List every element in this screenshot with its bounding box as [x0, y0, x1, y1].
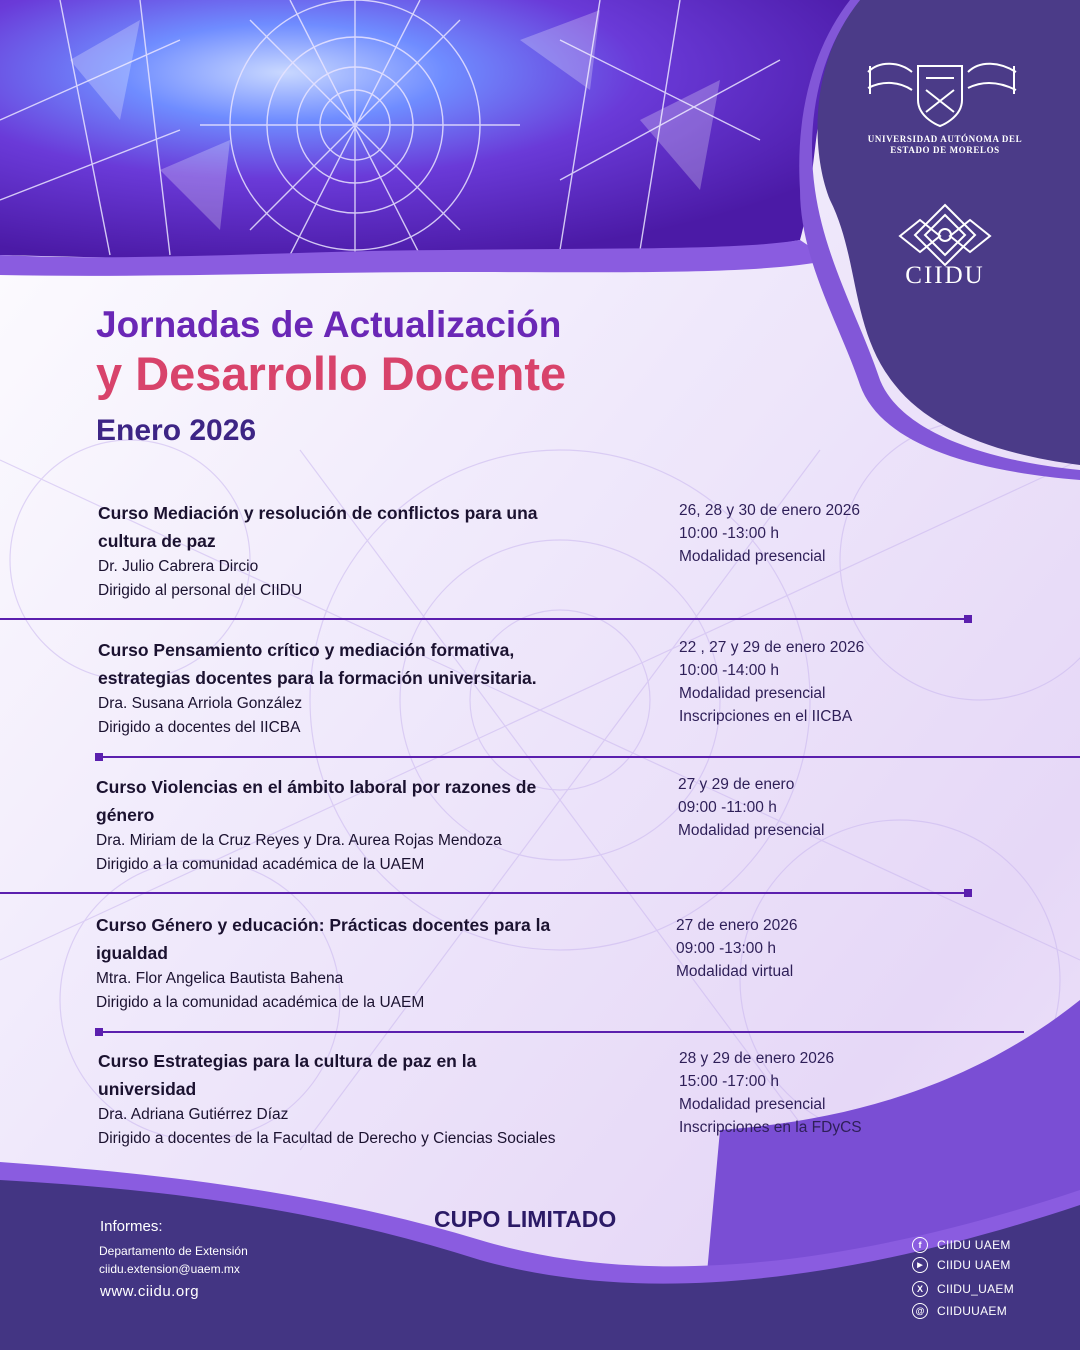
course-title-line1: Curso Género y educación: Prácticas docentes para la: [96, 915, 551, 935]
course-modality: Modalidad presencial: [679, 1096, 826, 1113]
course-audience: Dirigido al personal del CIIDU: [98, 582, 303, 599]
course-instructor: Dr. Julio Cabrera Dircio: [98, 558, 259, 575]
social-handle: CIIDU UAEM: [937, 1238, 1011, 1252]
course-title-line2: universidad: [98, 1079, 197, 1099]
social-threads[interactable]: [912, 1302, 1007, 1320]
social-handle: CIIDUUAEM: [937, 1304, 1008, 1318]
course-audience: Dirigido a la comunidad académica de la UAEM: [96, 994, 425, 1011]
social-handle: CIIDU UAEM: [937, 1258, 1011, 1272]
course-modality: Modalidad presencial: [678, 822, 825, 839]
facebook-icon: f: [912, 1237, 928, 1253]
course-time: 10:00 -14:00 h: [679, 662, 779, 679]
course-4-info: [676, 914, 798, 983]
course-5-info: [679, 1047, 862, 1139]
course-instructor: Mtra. Flor Angelica Bautista Bahena: [96, 970, 344, 987]
course-2-info: [679, 636, 864, 728]
course-title: [96, 773, 596, 829]
course-modality: Modalidad presencial: [679, 685, 826, 702]
course-dates: 27 y 29 de enero: [678, 776, 795, 793]
course-time: 09:00 -11:00 h: [678, 799, 777, 816]
course-3: [96, 773, 596, 877]
course-title-line1: Curso Pensamiento crítico y mediación formativa,: [98, 640, 515, 660]
social-handle: CIIDU_UAEM: [937, 1282, 1015, 1296]
title-line-3: Enero 2026: [96, 414, 257, 447]
course-1: [98, 499, 598, 603]
course-title-line2: cultura de paz: [98, 531, 216, 551]
course-audience: Dirigido a docentes de la Facultad de Derecho y Ciencias Sociales: [98, 1130, 556, 1147]
course-title: [98, 499, 598, 555]
course-dates: 22 , 27 y 29 de enero 2026: [679, 639, 865, 656]
course-instructor: Dra. Adriana Gutiérrez Díaz: [98, 1106, 289, 1123]
university-name-line1: UNIVERSIDAD AUTÓNOMA DEL: [867, 134, 1023, 144]
university-name-line2: ESTADO DE MORELOS: [890, 145, 1000, 155]
course-instructor: Dra. Miriam de la Cruz Reyes y Dra. Aurea Rojas Mendoza: [96, 832, 502, 849]
website-link[interactable]: www.ciidu.org: [100, 1283, 200, 1300]
course-audience: Dirigido a la comunidad académica de la UAEM: [96, 856, 425, 873]
course-modality: Modalidad virtual: [676, 963, 794, 980]
informes-title: Informes:: [100, 1218, 163, 1235]
course-time: 15:00 -17:00 h: [679, 1073, 779, 1090]
course-title-line2: género: [96, 805, 155, 825]
course-audience: Dirigido a docentes del IICBA: [98, 719, 301, 736]
course-modality: Modalidad presencial: [679, 548, 826, 565]
course-title-line2: igualdad: [96, 943, 168, 963]
social-x[interactable]: [912, 1280, 1014, 1298]
department-label: Departamento de Extensión: [99, 1244, 248, 1258]
course-5: [98, 1047, 598, 1151]
university-name: [850, 134, 1040, 156]
title-line-2: y Desarrollo Docente: [96, 347, 567, 400]
course-title: [96, 911, 596, 967]
course-dates: 27 de enero 2026: [676, 917, 798, 934]
course-instructor: Dra. Susana Arriola González: [98, 695, 303, 712]
course-title-line2: estrategias docentes para la formación universitaria.: [98, 668, 537, 688]
course-title: [98, 1047, 598, 1103]
course-registration: Inscripciones en el IICBA: [679, 708, 853, 725]
threads-icon: @: [912, 1303, 928, 1319]
course-4: [96, 911, 596, 1015]
social-youtube[interactable]: [912, 1256, 1011, 1274]
social-facebook[interactable]: [912, 1236, 1011, 1254]
title-line-1: Jornadas de Actualización: [96, 304, 562, 345]
course-title-line1: Curso Estrategias para la cultura de paz en la: [98, 1051, 477, 1071]
course-dates: 28 y 29 de enero 2026: [679, 1050, 835, 1067]
course-title-line1: Curso Mediación y resolución de conflictos para una: [98, 503, 538, 523]
course-time: 09:00 -13:00 h: [676, 940, 776, 957]
youtube-icon: ▶: [912, 1257, 928, 1273]
course-2: [98, 636, 618, 740]
course-1-info: [679, 499, 860, 568]
course-time: 10:00 -13:00 h: [679, 525, 779, 542]
course-title-line1: Curso Violencias en el ámbito laboral por razones de: [96, 777, 537, 797]
course-3-info: [678, 773, 824, 842]
contact-email[interactable]: ciidu.extension@uaem.mx: [99, 1262, 240, 1276]
course-registration: Inscripciones en la FDyCS: [679, 1119, 862, 1136]
limited-seats-label: CUPO LIMITADO: [434, 1206, 617, 1232]
course-title: [98, 636, 618, 692]
course-dates: 26, 28 y 30 de enero 2026: [679, 502, 860, 519]
ciidu-name: CIIDU: [905, 262, 985, 289]
x-icon: X: [912, 1281, 928, 1297]
